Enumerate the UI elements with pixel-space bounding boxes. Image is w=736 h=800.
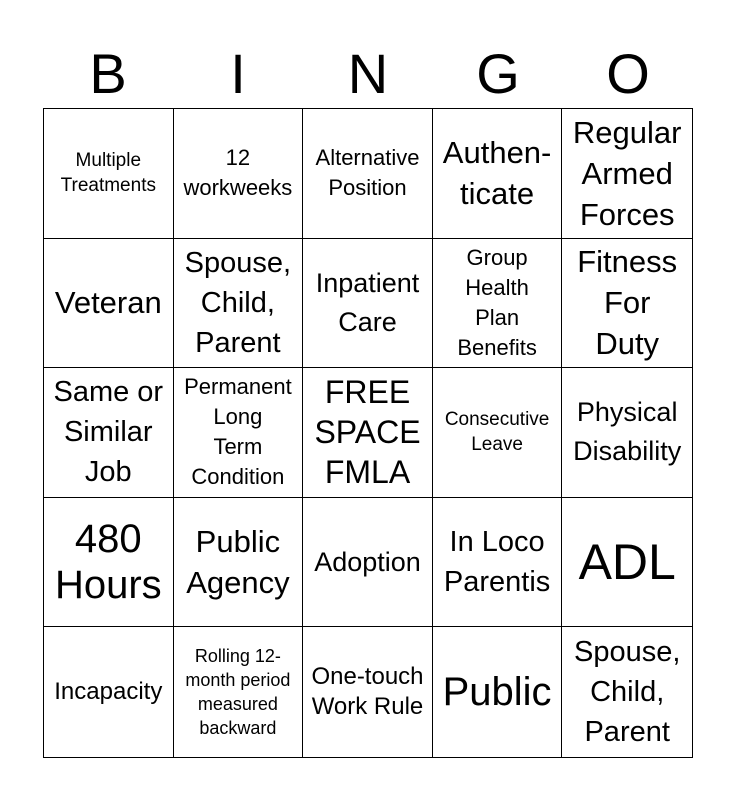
- bingo-cell-r5c2[interactable]: [174, 627, 304, 757]
- bingo-cell-r5c1[interactable]: [44, 627, 174, 757]
- bingo-cell-r2c1[interactable]: [44, 239, 174, 369]
- cell-text: ADL: [578, 534, 676, 591]
- cell-text: Group Health Plan Benefits: [457, 244, 537, 360]
- bingo-cell-r3c5[interactable]: [562, 368, 692, 498]
- cell-text: Consecutive Leave: [444, 409, 550, 456]
- bingo-cell-r5c5[interactable]: [562, 627, 692, 757]
- cell-text: Regular Armed Forces: [572, 114, 682, 232]
- cell-text: 12 workweeks: [183, 145, 293, 201]
- bingo-cell-r1c5[interactable]: [562, 109, 692, 239]
- bingo-board: [43, 108, 693, 758]
- cell-text: Same or Similar Job: [53, 376, 164, 489]
- bingo-cell-r3c1[interactable]: [44, 368, 174, 498]
- cell-text: Veteran: [54, 285, 162, 321]
- bingo-cell-r4c2[interactable]: [174, 498, 304, 628]
- cell-text: Spouse, Child, Parent: [184, 246, 292, 359]
- cell-text: Spouse, Child, Parent: [573, 636, 681, 749]
- cell-text: Permanent Long Term Condition: [184, 374, 292, 490]
- header-letter-n: N: [347, 42, 389, 105]
- cell-text: Incapacity: [54, 678, 163, 706]
- cell-text: Authen- ticate: [442, 135, 552, 212]
- bingo-cell-r2c2[interactable]: [174, 239, 304, 369]
- bingo-cell-r4c5[interactable]: [562, 498, 692, 628]
- cell-text: Inpatient Care: [315, 267, 420, 337]
- bingo-cell-r1c4[interactable]: [433, 109, 563, 239]
- cell-text: Multiple Treatments: [60, 150, 156, 197]
- cell-text: Alternative Position: [315, 145, 420, 201]
- cell-text: Rolling 12- month period measured backward: [185, 646, 291, 739]
- bingo-cell-r1c3[interactable]: [303, 109, 433, 239]
- bingo-cell-r4c3[interactable]: [303, 498, 433, 628]
- header-letter-g: G: [476, 42, 520, 105]
- bingo-cell-r5c4[interactable]: [433, 627, 563, 757]
- bingo-cell-r2c3[interactable]: [303, 239, 433, 369]
- header-letter-b: B: [89, 42, 127, 105]
- bingo-cell-r3c4[interactable]: [433, 368, 563, 498]
- cell-text: One-touch Work Rule: [311, 663, 424, 721]
- bingo-cell-r4c1[interactable]: [44, 498, 174, 628]
- cell-text: Fitness For Duty: [577, 244, 678, 362]
- cell-text: 480 Hours: [54, 517, 162, 608]
- header-letter-o: O: [606, 42, 650, 105]
- bingo-cell-r1c1[interactable]: [44, 109, 174, 239]
- cell-text: Physical Disability: [573, 397, 682, 467]
- bingo-cell-r1c2[interactable]: [174, 109, 304, 239]
- bingo-cell-r4c4[interactable]: [433, 498, 563, 628]
- bingo-cell-r3c2[interactable]: [174, 368, 304, 498]
- cell-text: Adoption: [314, 546, 421, 577]
- cell-text: Public: [442, 670, 552, 715]
- bingo-cell-r2c5[interactable]: [562, 239, 692, 369]
- bingo-cell-r5c3[interactable]: [303, 627, 433, 757]
- bingo-header: [43, 40, 693, 108]
- bingo-cell-r3c3[interactable]: [303, 368, 433, 498]
- cell-text: Public Agency: [186, 524, 290, 601]
- bingo-cell-r2c4[interactable]: [433, 239, 563, 369]
- cell-text: FREE SPACE FMLA: [314, 374, 421, 491]
- header-letter-i: I: [230, 42, 246, 105]
- cell-text: In Loco Parentis: [443, 526, 551, 599]
